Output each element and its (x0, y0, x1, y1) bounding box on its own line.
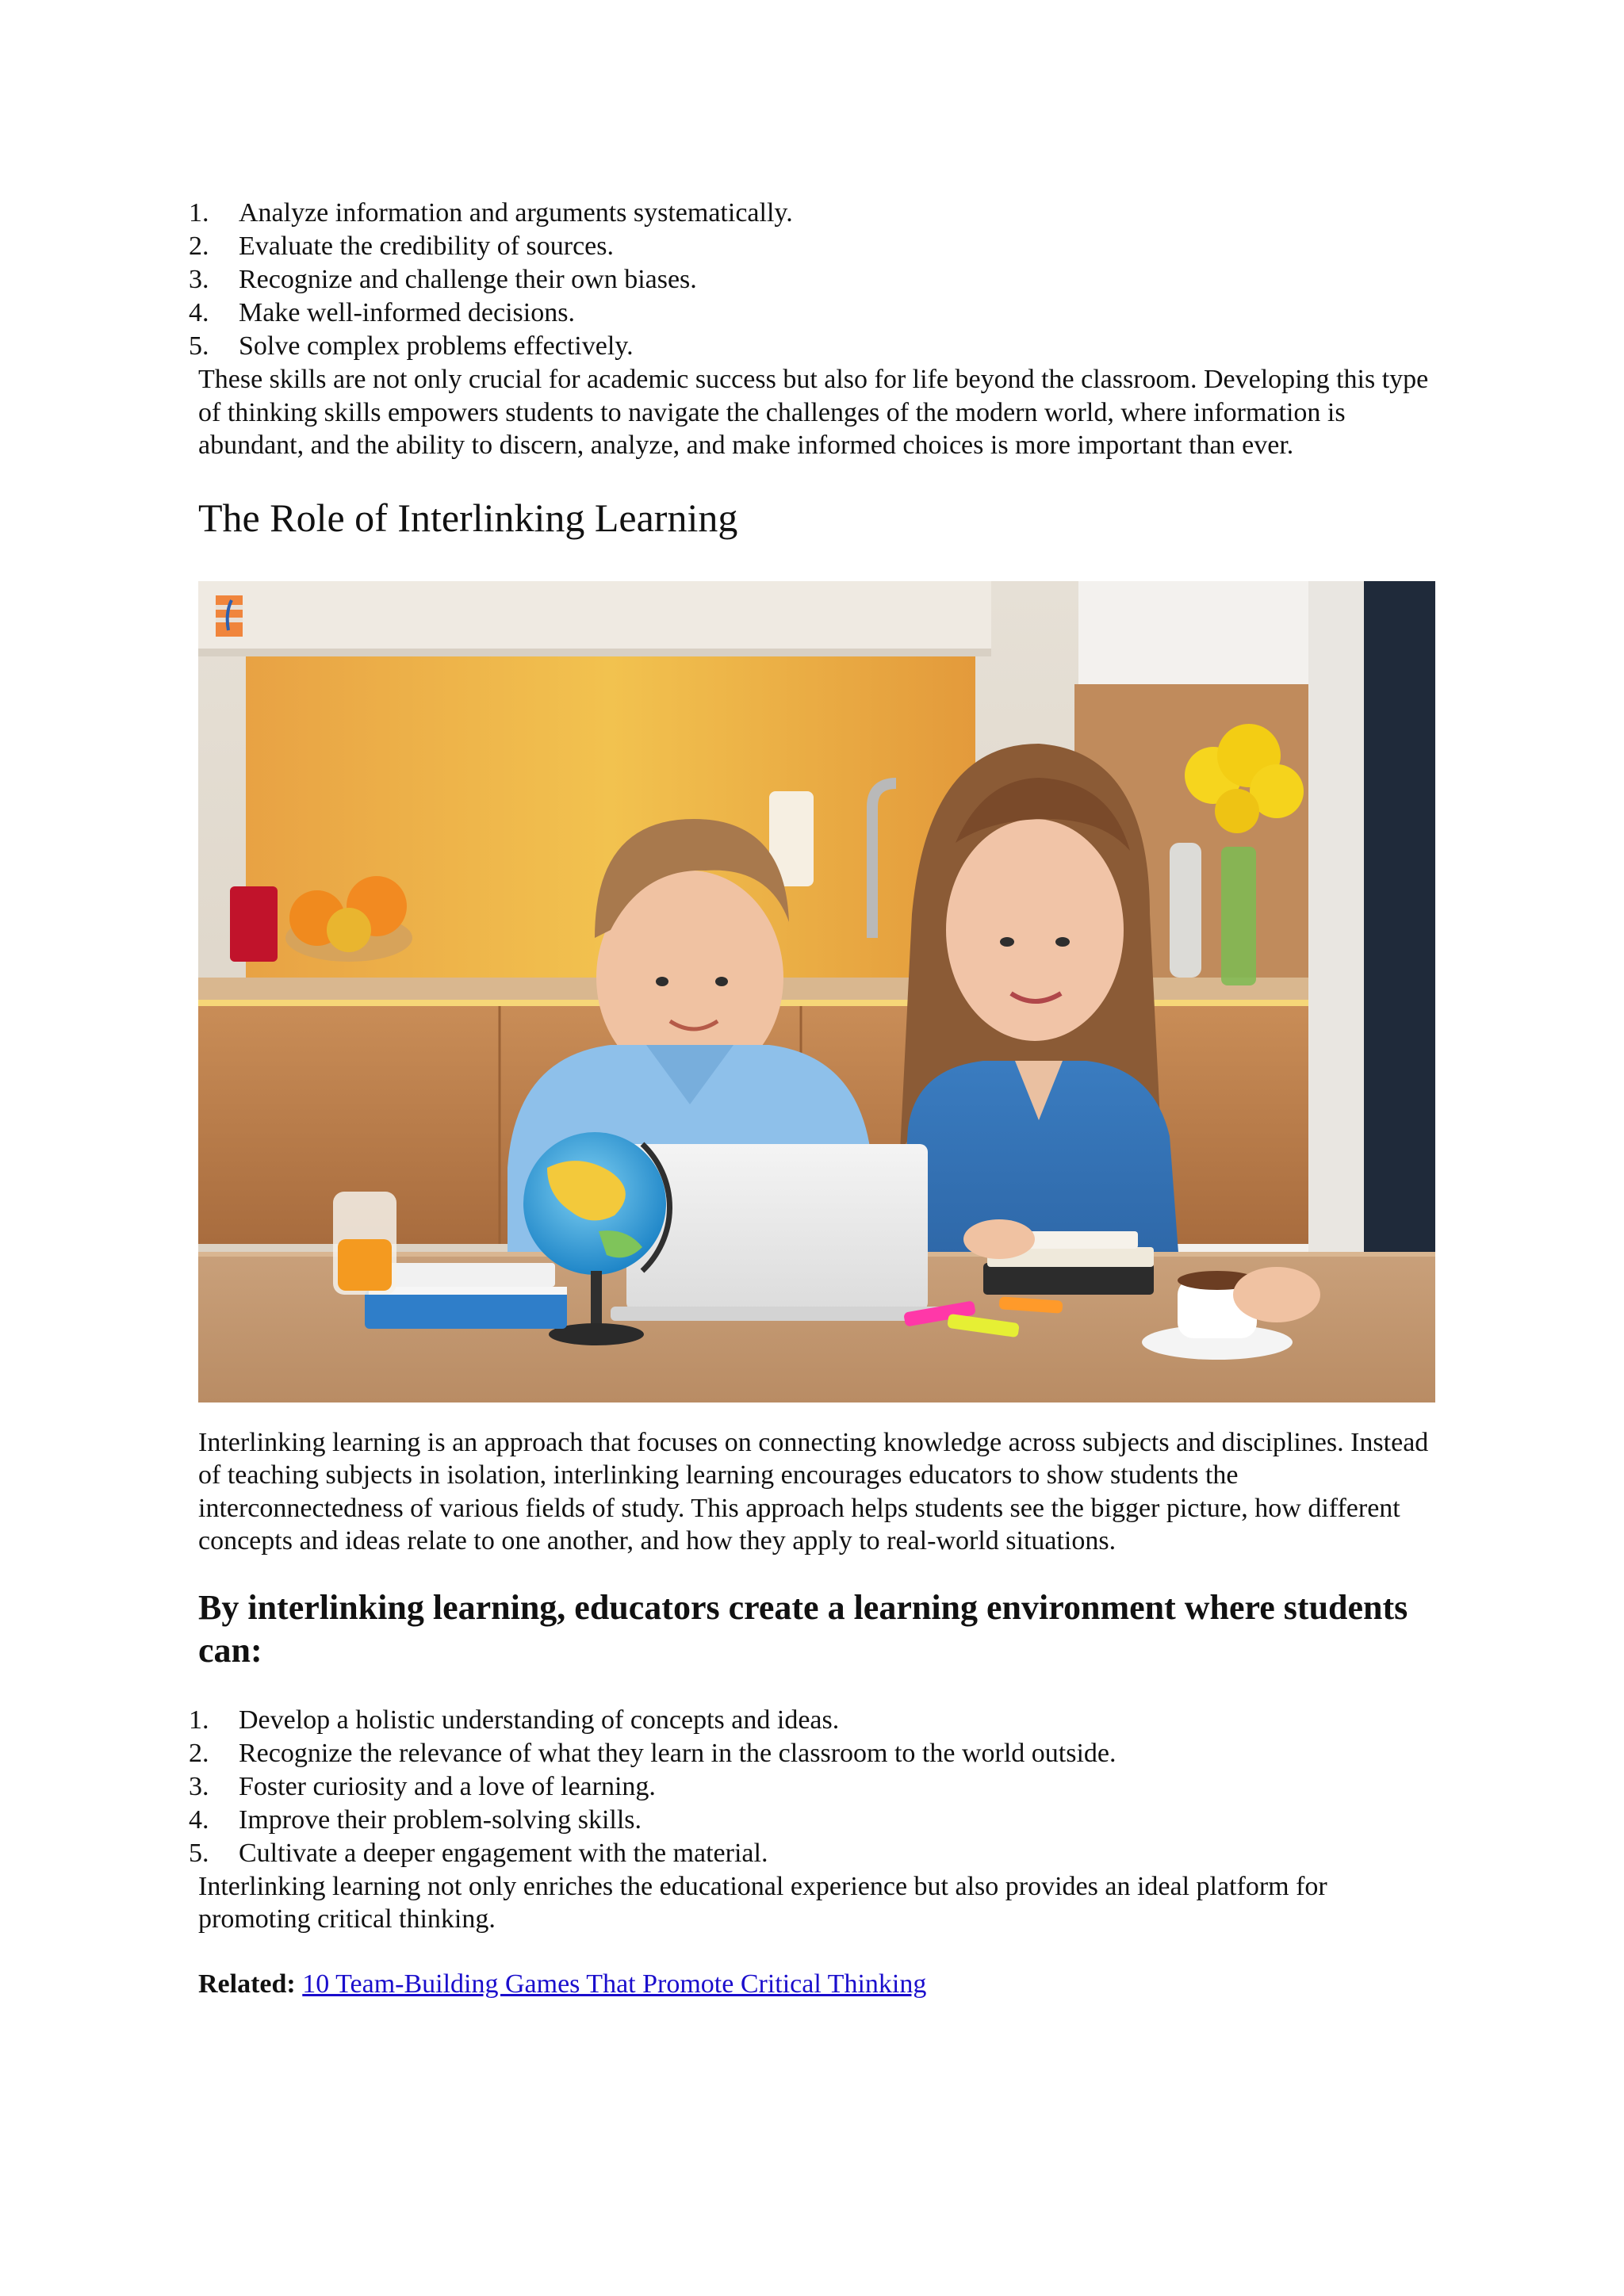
list-item-text: Cultivate a deeper engagement with the material. (239, 1838, 768, 1868)
list-item-text: Make well-informed decisions. (239, 298, 575, 327)
list-item-text: Recognize and challenge their own biases. (239, 265, 697, 294)
benefits-list (189, 1704, 1435, 1870)
list-item (189, 1770, 1435, 1804)
list-item-text: Foster curiosity and a love of learning. (239, 1771, 656, 1801)
list-item-text: Evaluate the credibility of sources. (239, 232, 614, 261)
list-number: 3. (189, 1771, 209, 1801)
skills-list (189, 197, 1435, 363)
list-number: 3. (189, 265, 209, 294)
list-item-text: Solve complex problems effectively. (239, 331, 634, 361)
list-item (189, 297, 1435, 330)
related-label: Related: (198, 1969, 296, 1999)
list-number: 5. (189, 1838, 209, 1868)
list-item (189, 197, 1435, 230)
subsection-heading: By interlinking learning, educators create a learning environment where students can: (198, 1587, 1408, 1670)
article-photo (198, 581, 1435, 1402)
list-item-text: Recognize the relevance of what they learn in the classroom to the world outside. (239, 1738, 1116, 1768)
list-number: 1. (189, 198, 209, 228)
section-heading: The Role of Interlinking Learning (198, 495, 738, 540)
related-line (198, 1968, 1435, 2001)
list-number: 2. (189, 232, 209, 261)
conclusion-paragraph: Interlinking learning not only enriches the educational experience but also provides an ideal platform for promoting critical thinking. (198, 1871, 1327, 1934)
article-content (189, 197, 1435, 2001)
list-item (189, 1804, 1435, 1837)
brand-logo (216, 595, 243, 637)
list-item-text: Develop a holistic understanding of concepts and ideas. (239, 1705, 840, 1735)
list-item (189, 1837, 1435, 1870)
list-item-text: Analyze information and arguments systematically. (239, 198, 793, 228)
list-number: 2. (189, 1738, 209, 1768)
list-item (189, 263, 1435, 297)
list-number: 4. (189, 1804, 209, 1835)
photo-illustration (198, 581, 1435, 1402)
list-item (189, 330, 1435, 363)
skills-paragraph: These skills are not only crucial for academic success but also for life beyond the classroom. Developing this type of thinking skills empowers students to navigate the challenges of the modern world, where information is abundant, and the ability to discern, analyze, and make informed choices is more important than ever. (198, 365, 1429, 460)
list-number: 1. (189, 1705, 209, 1735)
list-item-text: Improve their problem-solving skills. (239, 1804, 642, 1835)
list-item (189, 1704, 1435, 1737)
list-number: 5. (189, 331, 209, 361)
list-item (189, 230, 1435, 263)
list-item (189, 1737, 1435, 1770)
interlinking-paragraph: Interlinking learning is an approach that focuses on connecting knowledge across subjects and disciplines. Instead of teaching subjects in isolation, interlinking learning encourages educators to show students the interconnectedness of various fields of study. This approach helps students see the bigger picture, how different concepts and ideas relate to one another, and how they apply to real-world situations. (198, 1427, 1429, 1556)
related-article-link[interactable]: 10 Team-Building Games That Promote Critical Thinking (302, 1969, 927, 1999)
list-number: 4. (189, 298, 209, 327)
